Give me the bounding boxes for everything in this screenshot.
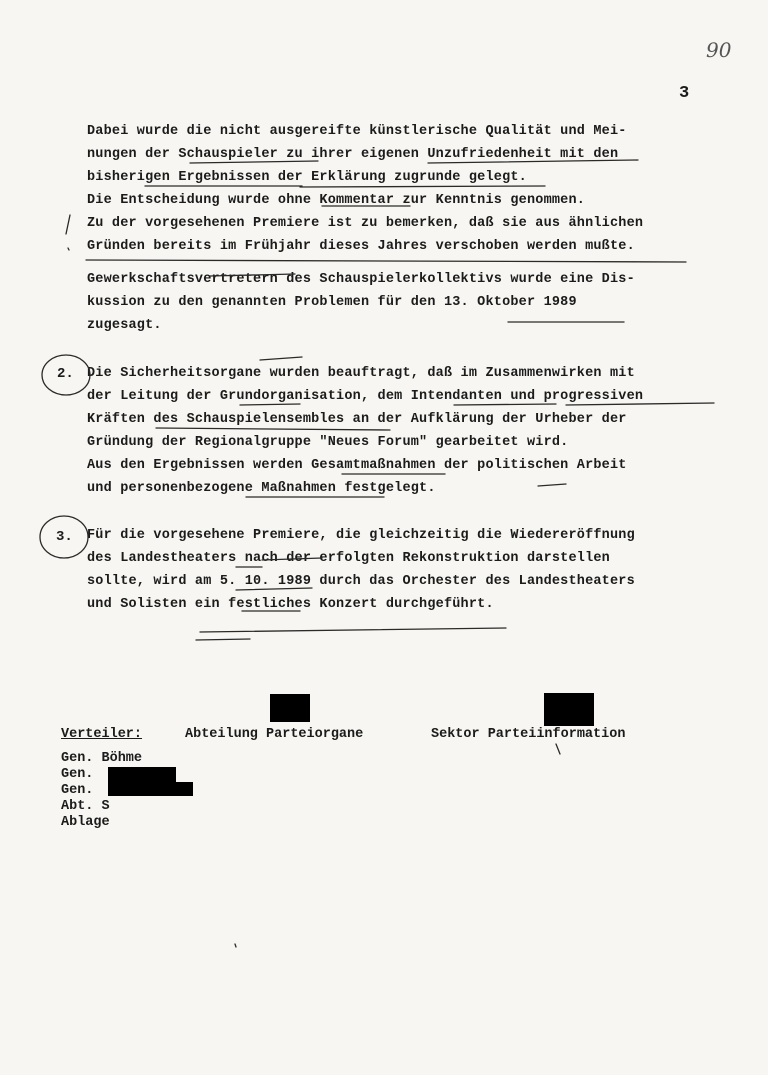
text-line: Dabei wurde die nicht ausgereifte künstlerische Qualität und Mei- <box>87 124 627 139</box>
recipient-line: Gen. <box>61 767 94 782</box>
text-line: sollte, wird am 5. 10. 1989 durch das Orchester des Landestheaters <box>87 574 635 589</box>
underline-mark <box>260 357 302 360</box>
text-line: Aus den Ergebnissen werden Gesamtmaßnahmen der politischen Arbeit <box>87 458 627 473</box>
recipient-line: Gen. Böhme <box>61 751 143 766</box>
text-line: Gründung der Regionalgruppe "Neues Forum" gearbeitet wird. <box>87 435 569 450</box>
text-line: Gewerkschaftsvertretern des Schauspielerkollektivs wurde eine Dis- <box>87 272 635 287</box>
section-2-number: 2. <box>57 366 74 382</box>
underline-mark <box>240 404 300 405</box>
section-2-circle <box>42 355 90 395</box>
text-line: Gründen bereits im Frühjahr dieses Jahres verschoben werden mußte. <box>87 239 635 254</box>
underline-mark <box>454 404 556 405</box>
section-3-circle <box>40 516 88 558</box>
distribution-department: Abteilung Parteiorgane <box>185 727 364 742</box>
text-line: Für die vorgesehene Premiere, die gleichzeitig die Wiedereröffnung <box>87 528 635 543</box>
page-number: 3 <box>679 84 690 103</box>
underline-mark <box>556 744 560 754</box>
text-line: bisherigen Ergebnissen der Erklärung zugrunde gelegt. <box>87 170 527 185</box>
underline-mark <box>428 160 638 163</box>
margin-dot-mark <box>68 248 69 250</box>
text-line: zugesagt. <box>87 318 162 333</box>
text-line: der Leitung der Grundorganisation, dem Intendanten und progressiven <box>87 389 644 404</box>
text-line: und Solisten ein festliches Konzert durchgeführt. <box>87 597 494 612</box>
text-line: Kräften des Schauspielensembles an der Aufklärung der Urheber der <box>87 412 627 427</box>
recipient-line: Abt. S <box>61 799 110 814</box>
underline-mark <box>566 403 714 405</box>
text-line: Die Entscheidung wurde ohne Kommentar zur Kenntnis genommen. <box>87 193 586 208</box>
underline-mark <box>156 428 390 430</box>
recipient-line: Ablage <box>61 815 110 830</box>
text-line: Die Sicherheitsorgane wurden beauftragt, daß im Zusammenwirken mit <box>87 366 635 381</box>
underline-mark <box>262 558 322 560</box>
underline-mark <box>86 260 686 262</box>
margin-tick-mark <box>66 215 70 234</box>
distribution-sector: Sektor Parteiinformation <box>431 727 626 742</box>
section-3-number: 3. <box>56 529 73 545</box>
text-line: nungen der Schauspieler zu ihrer eigenen Unzufriedenheit mit den <box>87 147 619 162</box>
underline-mark <box>236 588 312 590</box>
underline-mark <box>196 639 250 640</box>
recipient-line: Gen. <box>61 783 94 798</box>
underline-mark <box>200 628 506 632</box>
margin-dot-mark <box>235 944 236 947</box>
distribution-label: Verteiler: <box>61 727 143 742</box>
underline-mark <box>210 274 295 276</box>
text-line: Zu der vorgesehenen Premiere ist zu bemerken, daß sie aus ähnlichen <box>87 216 644 231</box>
underline-mark <box>300 186 545 187</box>
underline-mark <box>190 161 318 163</box>
text-line: des Landestheaters nach der erfolgten Rekonstruktion darstellen <box>87 551 610 566</box>
underline-mark <box>538 484 566 486</box>
text-line: kussion zu den genannten Problemen für den 13. Oktober 1989 <box>87 295 577 310</box>
text-line: und personenbezogene Maßnahmen festgelegt. <box>87 481 436 496</box>
handwritten-folio-number: 90 <box>706 38 732 62</box>
